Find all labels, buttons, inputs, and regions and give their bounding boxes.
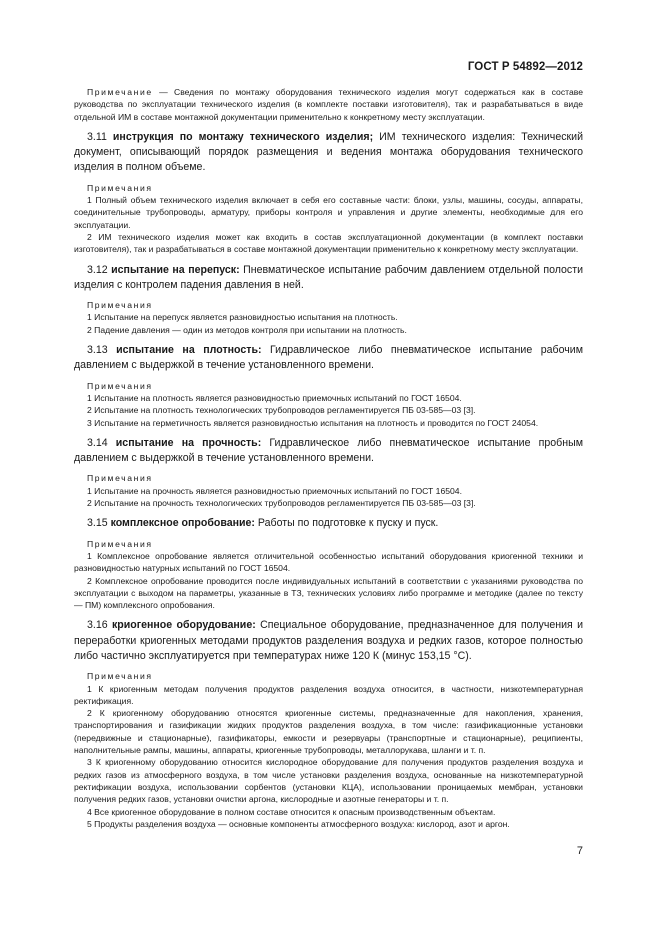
note-item: 2 Падение давления — один из методов контроля при испытании на плотность. xyxy=(87,324,407,335)
definition-3-12 xyxy=(74,263,583,294)
note-text: — Сведения по монтажу оборудования технического изделия могут содержаться как в составе руководства по эксплуатации технического изделия (в комплекте поставки изготовителя), так и разрабатываться в виде отдельной ИМ в составе монтажной документации применительно к конкретному месту эксплуатации. xyxy=(74,87,583,122)
document-body xyxy=(74,86,583,830)
definition-number: 3.12 xyxy=(87,263,112,276)
definition-term: испытание на перепуск: xyxy=(111,263,240,276)
notes-heading: Примечания xyxy=(87,300,153,311)
note-item: 3 Испытание на герметичность является разновидностью испытания на плотность и проводится по ГОСТ 24054. xyxy=(87,417,539,428)
notes-heading: Примечания xyxy=(87,671,153,682)
definition-text: ИМ технического изделия: Технический документ, описывающий порядок размещения и ведения монтажа оборудования технического изделия в полном объеме. xyxy=(74,130,583,174)
definition-3-15 xyxy=(74,516,583,531)
notes-heading: Примечания xyxy=(87,538,153,549)
note-item: 1 К криогенным методам получения продуктов разделения воздуха относится, в частности, низкотемпературная ректификация. xyxy=(74,683,583,706)
note-item: 2 Комплексное опробование проводится после индивидуальных испытаний в соответствии с указаниями руководства по эксплуатации с выходом на параметры, указанные в ТЗ, технических условиях либо программе и методике (далее по тексту — ПМ) комплексного опробования. xyxy=(74,575,583,611)
note-label: Примечание xyxy=(87,87,153,97)
document-header: ГОСТ Р 54892—2012 xyxy=(467,61,583,73)
notes-heading: Примечания xyxy=(87,380,153,391)
definitions-list xyxy=(74,130,583,830)
note-item: 1 Полный объем технического изделия включает в себя его составные части: блоки, узлы, машины, сосуды, аппараты, соединительные трубопроводы, арматуру, приборы контроля и управления и другие элементы, необходимые для его эксплуатации. xyxy=(74,195,583,230)
definition-3-11 xyxy=(74,130,583,176)
definition-term: инструкция по монтажу технического изделия; xyxy=(112,130,374,143)
definition-3-16 xyxy=(74,618,583,664)
intro-note xyxy=(74,86,583,123)
definition-text: Специальное оборудование, предназначенное для получения и переработки криогенных методами продуктов разделения воздуха и редких газов, которое полностью либо частично эксплуатируется при температурах ниже 120 К (минус 153,15 °С). xyxy=(74,619,584,662)
notes-heading: Примечания xyxy=(87,182,153,193)
definition-term: испытание на прочность: xyxy=(115,436,262,449)
note-item: 2 К криогенному оборудованию относятся криогенные системы, предназначенные для накопления, хранения, транспортирования и газификации жидких продуктов разделения воздуха, в том числе: газификационные установки (передвижные и стационарные), газификаторы, емкости и резервуары (транспортные и стационарные), реципиенты, наполнительные рампы, машины, аппараты, криогенные трубопроводы, металлорукава, шланги и т. п. xyxy=(74,708,583,756)
note-item: 4 Все криогенное оборудование в полном составе относится к опасным производственным объектам. xyxy=(87,806,496,817)
definition-text: Работы по подготовке к пуску и пуск. xyxy=(254,517,439,530)
note-item: 1 Испытание на прочность является разновидностью приемочных испытаний по ГОСТ 16504. xyxy=(87,485,462,496)
note-item: 2 Испытание на прочность технологических трубопроводов регламентируется ПБ 03-585—03 [3]. xyxy=(87,498,476,509)
page-number: 7 xyxy=(576,845,583,857)
definition-3-13 xyxy=(74,343,583,374)
notes-heading: Примечания xyxy=(87,473,153,484)
note-item: 5 Продукты разделения воздуха — основные компоненты атмосферного воздуха: кислород, азот и аргон. xyxy=(87,818,510,829)
note-item: 1 Испытание на перепуск является разновидностью испытания на плотность. xyxy=(87,312,398,323)
definition-number: 3.14 xyxy=(87,436,116,449)
note-item: 1 Испытание на плотность является разновидностью приемочных испытаний по ГОСТ 16504. xyxy=(87,392,462,403)
definition-number: 3.15 xyxy=(87,517,111,530)
definition-text: Гидравлическое либо пневматическое испытание пробным давлением с выдержкой в течение установленного времени. xyxy=(74,436,583,465)
definition-number: 3.11 xyxy=(87,130,113,143)
note-item: 3 К криогенному оборудованию относится кислородное оборудование для получения продуктов разделения воздуха и редких газов из атмосферного воздуха, в том числе установки разделения воздуха, основанные на низкотемпературной ректификации воздуха, использовании сорбентов (установки КЦА), использовании проницаемых мембран, установки получения редких газов, установки очистки аргона, кислородные и азотные генераторы и т. п. xyxy=(74,757,583,805)
definition-term: криогенное оборудование: xyxy=(111,619,256,632)
definition-text: Гидравлическое либо пневматическое испытание рабочим давлением с выдержкой в течение установленного времени. xyxy=(74,344,583,372)
definition-term: комплексное опробование: xyxy=(110,517,255,530)
note-item: 2 ИМ технического изделия может как входить в состав эксплуатационной документации (в комплект поставки изготовителя), так и разрабатываться в составе монтажной документации применительно к конкретному месту эксплуатации. xyxy=(74,231,583,255)
note-item: 2 Испытание на плотность технологических трубопроводов регламентируется ПБ 03-585—03 [3]. xyxy=(87,405,476,416)
definition-number: 3.13 xyxy=(87,344,117,357)
definition-number: 3.16 xyxy=(87,619,112,632)
definition-3-14 xyxy=(74,436,583,467)
definition-text: Пневматическое испытание рабочим давлением отдельной полости изделия с контролем падения давления в ней. xyxy=(74,263,583,291)
definition-term: испытание на плотность: xyxy=(116,344,262,357)
note-item: 1 Комплексное опробование является отличительной особенностью испытаний оборудования криогенной техники и разновидностью натурных испытаний по ГОСТ 16504. xyxy=(74,550,583,574)
